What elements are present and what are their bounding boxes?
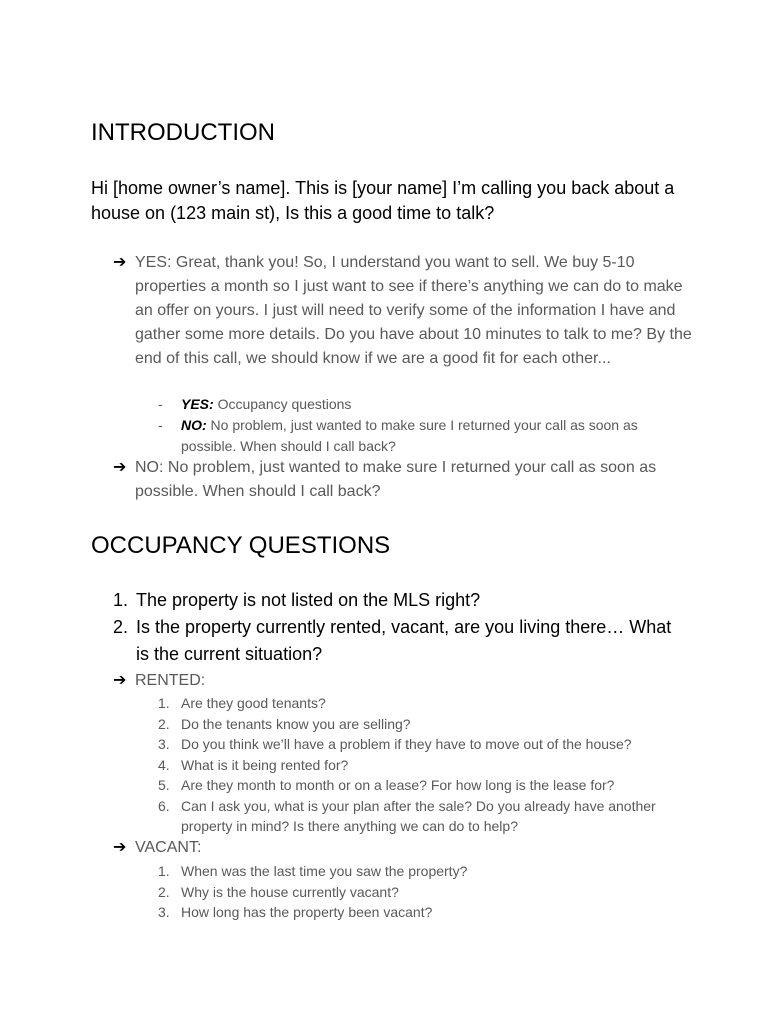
list-number: 3. bbox=[158, 736, 170, 752]
list-item-text: How long has the property been vacant? bbox=[181, 904, 433, 920]
list-item bbox=[158, 796, 698, 837]
occupancy-heading: OCCUPANCY QUESTIONS bbox=[91, 532, 391, 559]
question-text: The property is not listed on the MLS right? bbox=[136, 590, 481, 610]
dash-marker: - bbox=[158, 396, 163, 412]
list-item bbox=[158, 693, 698, 714]
list-number: 1. bbox=[158, 695, 170, 711]
list-item-text: Are they good tenants? bbox=[181, 695, 326, 711]
no-bullet bbox=[113, 456, 693, 504]
list-item-text: Do the tenants know you are selling? bbox=[181, 715, 411, 732]
rented-label: RENTED: bbox=[135, 672, 206, 689]
list-number: 3. bbox=[158, 904, 170, 920]
vacant-question-list bbox=[158, 861, 698, 923]
sub-bullet-text: Occupancy questions bbox=[213, 396, 352, 412]
question-item bbox=[113, 614, 673, 668]
yes-bullet-text: YES: Great, thank you! So, I understand you want to sell. We buy 5-10 properties a month so I just want to see if there’s anything we can do to make an offer on yours. I just will need to verify some of the information I have and gather some more details. Do you have about 10 minutes to talk to me? By the end of this call, we should know if we are a good fit for each other... bbox=[135, 254, 692, 367]
vacant-label: VACANT: bbox=[135, 839, 202, 856]
list-item bbox=[158, 775, 698, 796]
list-item-text: Why is the house currently vacant? bbox=[181, 883, 399, 900]
yes-bullet bbox=[113, 251, 693, 371]
list-item-text: Do you think we’ll have a problem if they have to move out of the house? bbox=[181, 736, 632, 752]
vacant-bullet bbox=[113, 836, 693, 860]
list-item-text: Are they month to month or on a lease? For how long is the lease for? bbox=[181, 777, 615, 793]
list-item-text: Can I ask you, what is your plan after the sale? Do you already have another property in mind? Is there anything we can do to help? bbox=[181, 797, 656, 834]
list-item bbox=[158, 861, 698, 882]
list-item-text: What is it being rented for? bbox=[181, 756, 349, 773]
list-item bbox=[158, 902, 698, 923]
question-number: 1. bbox=[113, 590, 129, 610]
list-number: 5. bbox=[158, 777, 170, 793]
sub-bullet-yes bbox=[158, 394, 688, 415]
question-number: 2. bbox=[113, 617, 129, 637]
arrow-icon: ➔ bbox=[113, 839, 127, 856]
question-text: Is the property currently rented, vacant, are you living there… What is the current situation? bbox=[136, 617, 672, 664]
sub-bullet-label: YES: bbox=[181, 396, 214, 412]
list-item-text: When was the last time you saw the property? bbox=[181, 863, 468, 879]
question-item bbox=[113, 587, 673, 614]
list-number: 2. bbox=[158, 883, 170, 900]
dash-marker: - bbox=[158, 417, 163, 433]
list-item bbox=[158, 882, 698, 903]
list-number: 2. bbox=[158, 715, 170, 732]
list-item bbox=[158, 714, 698, 735]
list-item bbox=[158, 734, 698, 755]
rented-bullet bbox=[113, 669, 693, 693]
arrow-icon: ➔ bbox=[113, 254, 127, 271]
arrow-icon: ➔ bbox=[113, 672, 127, 689]
sub-bullet-label: NO: bbox=[181, 417, 207, 433]
intro-paragraph: Hi [home owner’s name]. This is [your name] I’m calling you back about a house on (123 main st), Is this a good time to talk? bbox=[91, 178, 675, 223]
list-item bbox=[158, 755, 698, 776]
sub-bullet-text: No problem, just wanted to make sure I returned your call as soon as possible. When should I call back? bbox=[181, 417, 638, 454]
sub-bullet-no bbox=[158, 415, 688, 457]
list-number: 6. bbox=[158, 797, 170, 814]
list-number: 4. bbox=[158, 756, 170, 773]
rented-question-list bbox=[158, 693, 698, 837]
no-bullet-text: NO: No problem, just wanted to make sure I returned your call as soon as possible. When should I call back? bbox=[135, 459, 657, 500]
introduction-heading: INTRODUCTION bbox=[91, 119, 275, 146]
arrow-icon: ➔ bbox=[113, 459, 127, 476]
list-number: 1. bbox=[158, 863, 170, 879]
